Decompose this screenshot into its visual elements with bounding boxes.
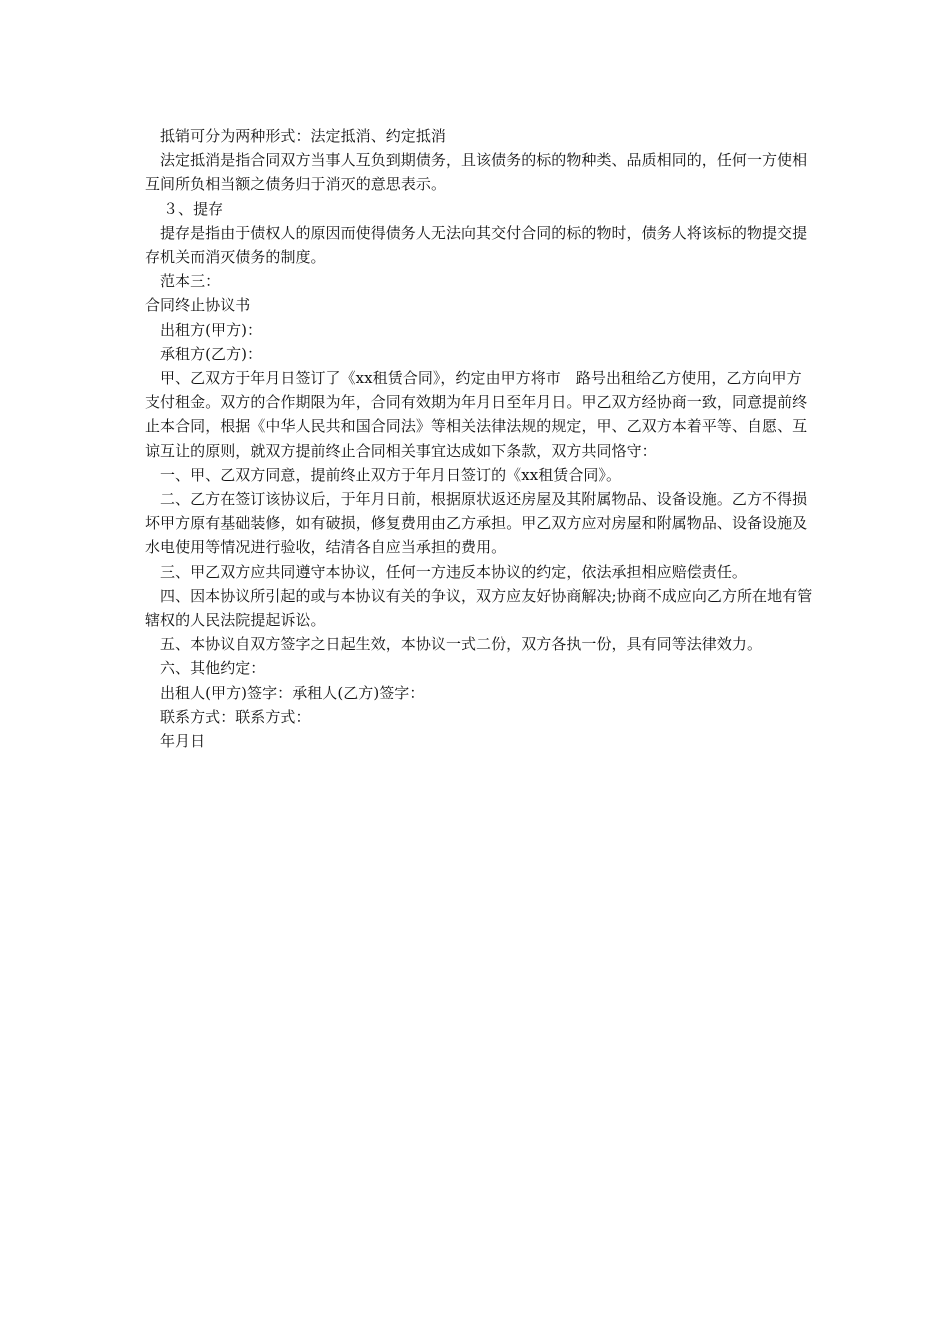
lessor-line: 出租方(甲方)：	[160, 320, 263, 339]
clause-two: 二、乙方在签订该协议后，于年月日前，根据原状返还房屋及其附属物品、设备设施。乙方不得损坏甲方原有基础装修，如有破损，修复费用由乙方承担。甲乙双方应对房屋和附属物品、设备设施及水电使用等情况进行验收，结清各自应当承担的费用。	[145, 490, 808, 557]
paragraph-preamble: 甲、乙双方于年月日签订了《xx租赁合同》，约定由甲方将市 路号出租给乙方使用，乙方向甲方支付租金。双方的合作期限为年，合同有效期为年月日至年月日。甲乙双方经协商一致，同意提前终止本合同，根据《中华人民共和国合同法》等相关法律法规的规定，甲、乙双方本着平等、自愿、互谅互让的原则，就双方提前终止合同相关事宜达成如下条款，双方共同恪守：	[145, 369, 808, 460]
document-body	[145, 124, 815, 753]
heading-template-three: 范本三：	[160, 272, 221, 291]
date-line: 年月日	[160, 732, 206, 751]
heading-deposit: ３、提存	[163, 199, 224, 218]
clause-six: 六、其他约定：	[160, 659, 266, 678]
lessee-line: 承租方(乙方)：	[160, 344, 263, 363]
contact-line: 联系方式：联系方式：	[160, 707, 311, 726]
clause-four: 四、因本协议所引起的或与本协议有关的争议，双方应友好协商解决;协商不成应向乙方所在地有管辖权的人民法院提起诉讼。	[145, 586, 813, 630]
paragraph-deposit-definition: 提存是指由于债权人的原因而使得债务人无法向其交付合同的标的物时，债务人将该标的物提交提存机关而消灭债务的制度。	[145, 223, 808, 267]
paragraph-legal-offset: 法定抵消是指合同双方当事人互负到期债务，且该债务的标的物种类、品质相同的，任何一方使相互间所负相当额之债务归于消灭的意思表示。	[145, 151, 808, 194]
clause-five: 五、本协议自双方签字之日起生效，本协议一式二份，双方各执一份，具有同等法律效力。	[160, 635, 763, 654]
paragraph-offset-forms: 抵销可分为两种形式：法定抵消、约定抵消	[160, 127, 446, 145]
clause-one: 一、甲、乙双方同意，提前终止双方于年月日签订的《xx租赁合同》。	[160, 465, 622, 484]
document-title: 合同终止协议书	[145, 296, 251, 315]
clause-three: 三、甲乙双方应共同遵守本协议，任何一方违反本协议的约定，依法承担相应赔偿责任。	[160, 562, 747, 581]
signature-line: 出租人(甲方)签字：承租人(乙方)签字：	[160, 683, 425, 702]
